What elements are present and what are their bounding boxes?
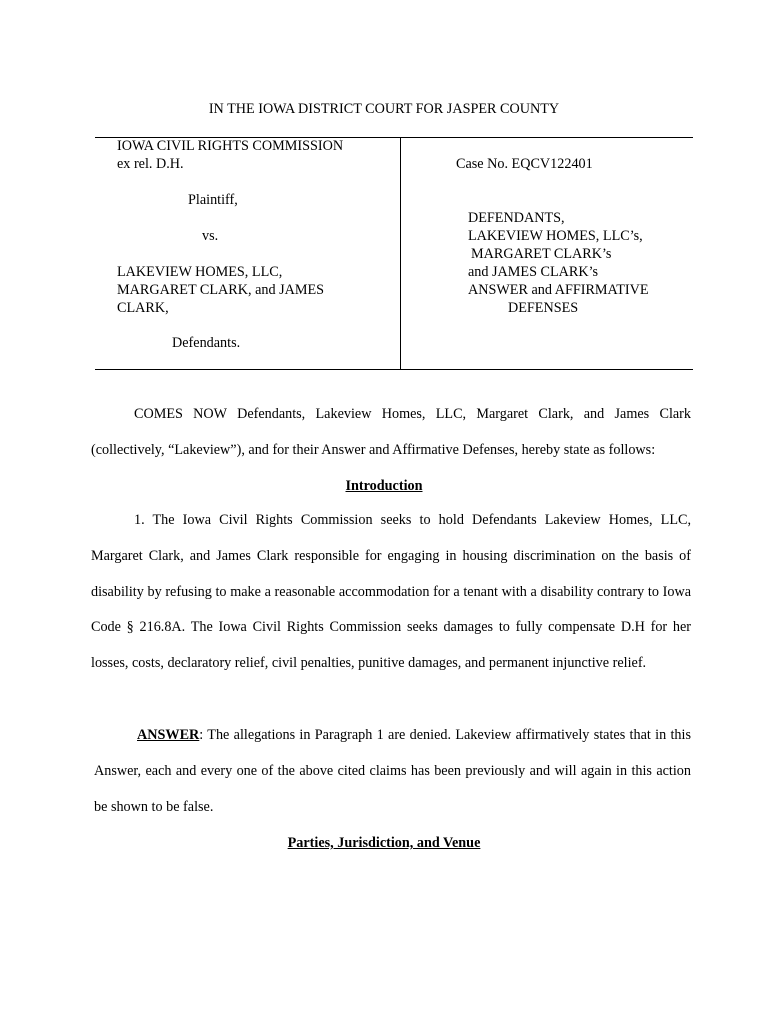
- caption-bottom-rule: [95, 369, 693, 370]
- document-title-line1: DEFENDANTS,: [468, 210, 565, 226]
- document-title-line5: ANSWER and AFFIRMATIVE: [468, 282, 649, 298]
- document-title-line3: MARGARET CLARK’s: [471, 246, 612, 262]
- intro-paragraph-text: COMES NOW Defendants, Lakeview Homes, LLC, Margaret Clark, and James Clark (collectively, “Lakeview”), and for their Answer and Affirmative Defenses, hereby state as follows:: [91, 406, 691, 458]
- plaintiff-ex-rel: ex rel. D.H.: [117, 156, 184, 172]
- intro-paragraph: [91, 397, 691, 469]
- defendant-name-line1: LAKEVIEW HOMES, LLC,: [117, 264, 283, 280]
- plaintiff-role: Plaintiff,: [188, 192, 238, 208]
- defendants-role: Defendants.: [172, 335, 241, 351]
- paragraph-1: [91, 503, 691, 682]
- defendant-name-line2: MARGARET CLARK, and JAMES: [117, 282, 325, 298]
- court-title: IN THE IOWA DISTRICT COURT FOR JASPER COUNTY: [208, 101, 560, 117]
- document-title-line4: and JAMES CLARK’s: [468, 264, 599, 280]
- defendant-name-line3: CLARK,: [117, 300, 169, 316]
- document-title-line2: LAKEVIEW HOMES, LLC’s,: [468, 228, 643, 244]
- heading-parties-jurisdiction-venue: Parties, Jurisdiction, and Venue: [287, 835, 481, 851]
- heading-introduction: Introduction: [345, 478, 423, 494]
- answer-paragraph: [94, 718, 691, 825]
- document-title-line6: DEFENSES: [508, 300, 579, 316]
- answer-text: : The allegations in Paragraph 1 are denied. Lakeview affirmatively states that in this Answer, each and every one of the above cited claims has been previously and will again in this action be shown to be false.: [94, 727, 691, 815]
- caption-divider: [400, 137, 401, 369]
- answer-label: ANSWER: [137, 727, 200, 743]
- versus-label: vs.: [202, 228, 219, 244]
- case-number: Case No. EQCV122401: [456, 156, 593, 172]
- plaintiff-name: IOWA CIVIL RIGHTS COMMISSION: [117, 138, 344, 154]
- paragraph-1-text: 1. The Iowa Civil Rights Commission seeks to hold Defendants Lakeview Homes, LLC, Margaret Clark, and James Clark responsible for engaging in housing discrimination on the basis of disability by refusing to make a reasonable accommodation for a tenant with a disability contrary to Iowa Code § 216.8A. The Iowa Civil Rights Commission seeks damages to fully compensate D.H for her losses, costs, declaratory relief, civil penalties, punitive damages, and permanent injunctive relief.: [91, 512, 691, 672]
